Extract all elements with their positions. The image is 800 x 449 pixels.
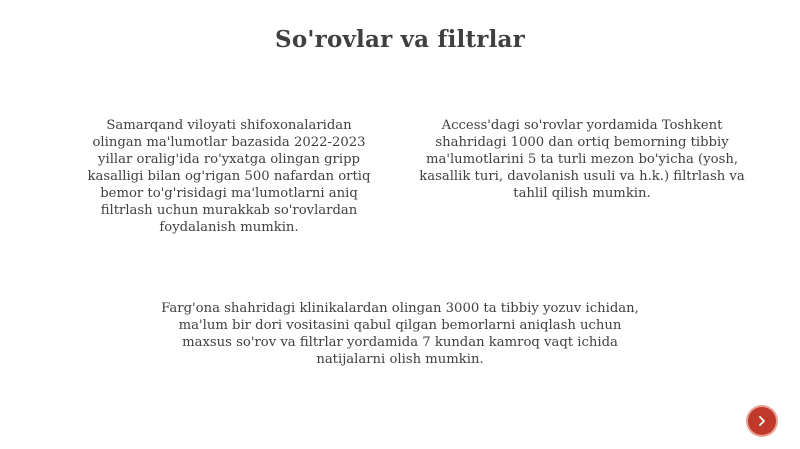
text-block-bottom: Farg'ona shahridagi klinikalardan olingan 3000 ta tibbiy yozuv ichidan, ma'lum bir dori vositasini qabul qilgan bemorlarni aniqlash uchun maxsus so'rov va filtrlar yordamida 7 kundan kamroq vaqt ichida natijalarni olish mumkin. xyxy=(161,301,639,367)
text-block-left: Samarqand viloyati shifoxonalaridan olingan ma'lumotlar bazasida 2022-2023 yillar oralig'ida ro'yxatga olingan gripp kasalligi bilan og'rigan 500 nafardan ortiq bemor to'g'risidagi ma'lumotlarni aniq filtrlash uchun murakkab so'rovlardan foydalanish mumkin. xyxy=(87,118,371,235)
chevron-right-icon xyxy=(756,415,768,427)
slide-title: So'rovlar va filtrlar xyxy=(275,26,525,53)
text-block-right: Access'dagi so'rovlar yordamida Toshkent shahridagi 1000 dan ortiq bemorning tibbiy ma'lumotlarini 5 ta turli mezon bo'yicha (yosh, kasallik turi, davolanish usuli va h.k.) filtrlash va tahlil qilish mumkin. xyxy=(419,118,745,201)
next-slide-button[interactable] xyxy=(748,407,776,435)
